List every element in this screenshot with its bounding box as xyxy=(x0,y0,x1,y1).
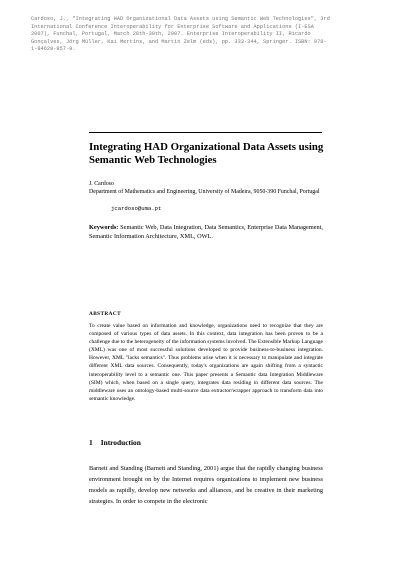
author-email: jcardoso@uma.pt xyxy=(111,205,162,212)
citation-header: Cardoso, J., "Integrating HAD Organizational Data Assets using Semantic Web Technologies", 3rd International Conference Interoperability for Enterprise Software and Applications (I-ESA 2007), Funchal, Portugal, March 28th-30th, 2007. Enterprise Interoperability II, Ricardo Gonçalves, Jörg Müller, Kai Mertins, and Martin Zelm (eds), pp. 333-344, Springer. ISBN: 978-1-84628-857-9. xyxy=(31,16,330,53)
keywords-label: Keywords: xyxy=(89,224,119,231)
keywords-text: Semantic Web, Data Integration, Data Semantics, Enterprise Data Management, Semantic Information Architecture, XML, OWL. xyxy=(89,224,323,240)
introduction-text: Barnett and Standing (Barnett and Standing, 2001) argue that the rapidly changing business environment brought on by the Internet requires organizations to implement new business models as rapidly, develop new networks and alliances, and be creative in their marketing strategies. In order to compete in the electronic xyxy=(89,465,323,505)
section-title: Introduction xyxy=(100,438,141,447)
title-rule xyxy=(89,132,322,133)
author-affiliation: Department of Mathematics and Engineering, University of Madeira, 9050-390 Funchal, Portugal xyxy=(89,189,320,195)
keywords-paragraph xyxy=(89,223,323,241)
author-name: J. Cardoso xyxy=(89,181,114,187)
abstract-heading: ABSTRACT xyxy=(89,311,122,317)
section-number: 1 xyxy=(89,438,93,447)
abstract-text: To create value based on information and knowledge, organizations need to recognize that they are composed of various types of data assets. In this context, data integration has been proven to be a challenge due to the heterogeneity of the information systems involved. The Extensible Markup Language (XML) was one of most successful solutions developed to provide business-to-business integration. However, XML "lacks semantics". Thus problems arise when it is necessary to manipulate and integrate different XML data sources. Consequently, today's organizations are again shifting from a syntactic interoperability level to a semantic one. This paper presents a Semantic data Integration Middleware (SIM) which, when based on a single query, integrates data residing in different data sources. The middleware uses an ontology-based multi-source data extractor/wrapper approach to transform data into semantic knowledge. xyxy=(89,323,323,402)
paper-title: Integrating HAD Organizational Data Assets using Semantic Web Technologies xyxy=(89,141,324,167)
section-heading xyxy=(89,438,141,448)
